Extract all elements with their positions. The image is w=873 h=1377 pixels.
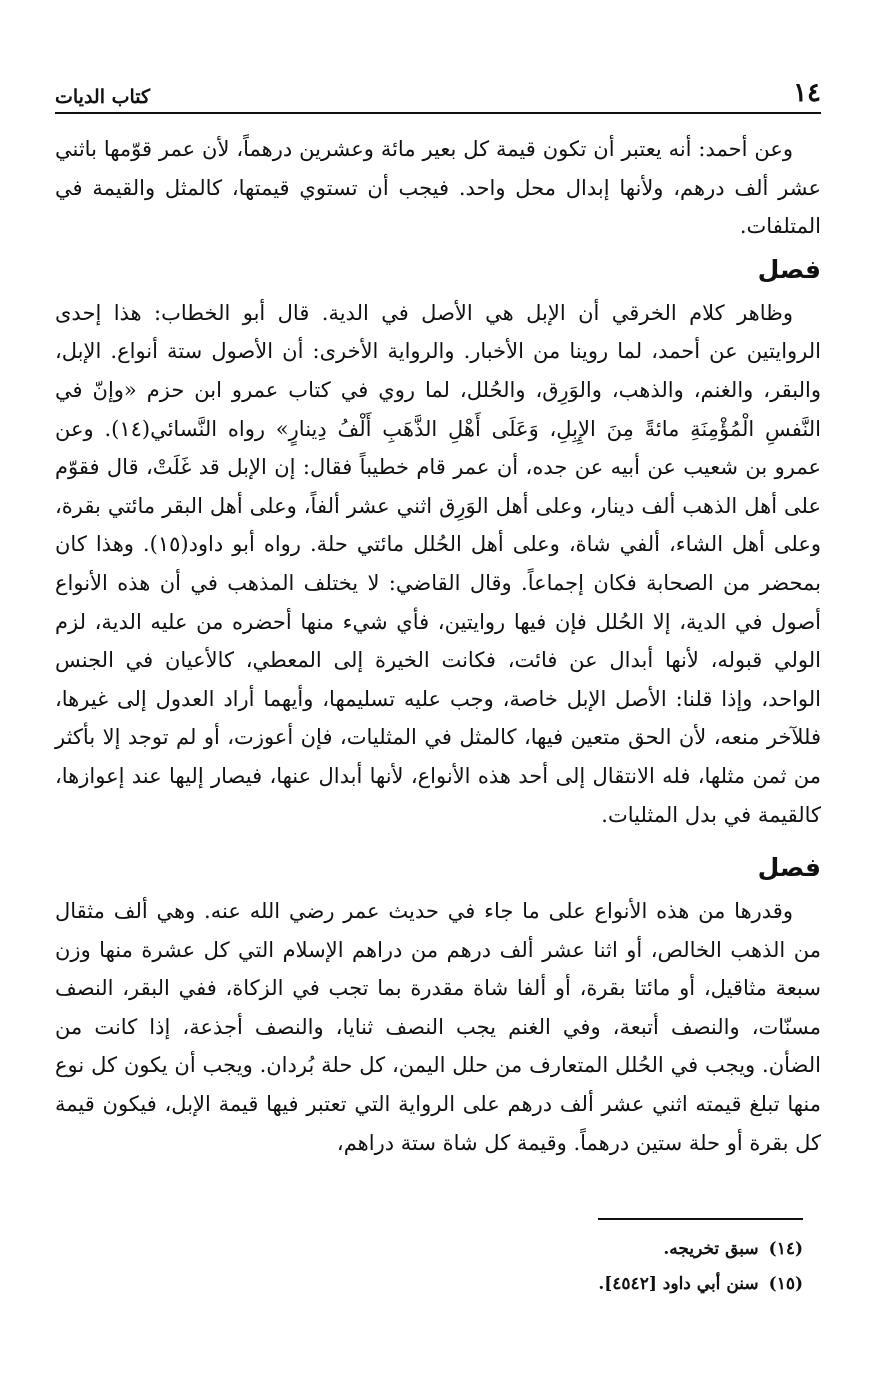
footnote xyxy=(55,1267,803,1302)
body-text xyxy=(55,130,821,1162)
paragraph: وقدرها من هذه الأنواع على ما جاء في حديث عمر رضي الله عنه. وهي ألف مثقال من الذهب الخالص، أو اثنا عشر ألف درهم من دراهم الإسلام التي كل عشرة منها وزن سبعة مثاقيل، أو مائتا بقرة، أو ألفا شاة مقدرة بما تجب في الزكاة، ففي البقر، النصف مسنّات، والنصف أتبعة، وفي الغنم يجب النصف ثنايا، والنصف أجذعة، إذا كانت من الضأن. ويجب في الحُلل المتعارف من حلل اليمن، كل حلة بُردان. ويجب أن يكون كل نوع منها تبلغ قيمته اثني عشر ألف درهم على الرواية التي تعتبر فيها قيمة الإبل، فيكون قيمة كل بقرة أو حلة ستين درهماً. وقيمة كل شاة ستة دراهم، xyxy=(55,899,821,1155)
page-number: ١٤ xyxy=(793,78,821,108)
footnotes xyxy=(55,1232,803,1302)
footnote xyxy=(55,1232,803,1267)
page-header xyxy=(55,62,821,114)
footnote-number: (١٤) xyxy=(768,1239,803,1259)
footnote-text: سنن أبي داود [٤٥٤٢]. xyxy=(598,1274,759,1294)
footnote-separator xyxy=(598,1218,803,1220)
paragraph: وعن أحمد: أنه يعتبر أن تكون قيمة كل بعير مائة وعشرين درهماً، لأن عمر قوّمها باثني عشر ألف درهم، ولأنها إبدال محل واحد. فيجب أن تستوي قيمتها، كالمثل والقيمة في المتلفات. xyxy=(55,137,821,239)
footnote-number: (١٥) xyxy=(768,1274,803,1294)
running-title: كتاب الديات xyxy=(55,86,151,108)
paragraph: وظاهر كلام الخرقي أن الإبل هي الأصل في الدية. قال أبو الخطاب: هذا إحدى الروايتين عن أحمد، لما روينا من الأخبار. والرواية الأخرى: أن الأصول ستة أنواع. الإبل، والبقر، والغنم، والذهب، والوَرِق، والحُلل، لما روي في كتاب عمرو ابن حزم «وإنّ في النَّفسِ الْمُؤْمِنَةِ مائةً مِنَ الإِبِلِ، وَعَلَى أَهْلِ الذَّهَبِ أَلْفُ دِينارٍ» رواه النَّسائي(١٤). وعن عمرو بن شعيب عن أبيه عن جده، أن عمر قام خطيباً فقال: إن الإبل قد غَلَتْ، قال فقوّم على أهل الذهب ألف دينار، وعلى أهل الوَرِق اثني عشر ألفاً، وعلى أهل البقر مائتي بقرة، وعلى أهل الشاء، ألفي شاة، وعلى أهل الحُلل مائتي حلة. رواه أبو داود(١٥). وهذا كان بمحضر من الصحابة فكان إجماعاً. وقال القاضي: لا يختلف المذهب في أن هذه الأنواع أصول في الدية، إلا الحُلل فإن فيها روايتين، فأي شيء منها أحضره من عليه الدية، لزم الولي قبوله، لأنها أبدال عن فائت، فكانت الخيرة إلى المعطي، كالأعيان في الجنس الواحد، وإذا قلنا: الأصل الإبل خاصة، وجب عليه تسليمها، وأيهما أراد العدول إلى غيرها، فللآخر منعه، لأن الحق متعين فيها، كالمثل في المثليات، فإن أعوزت، أو لم توجد إلا بأكثر من ثمن مثلها، فله الانتقال إلى أحد هذه الأنواع، لأنها أبدال عنها، فيصار إليها عند إعوازها، كالقيمة في بدل المثليات. xyxy=(55,300,822,827)
section-heading: فصل xyxy=(757,254,821,284)
section-heading: فصل xyxy=(757,853,821,883)
footnote-text: سبق تخريجه. xyxy=(663,1239,759,1259)
